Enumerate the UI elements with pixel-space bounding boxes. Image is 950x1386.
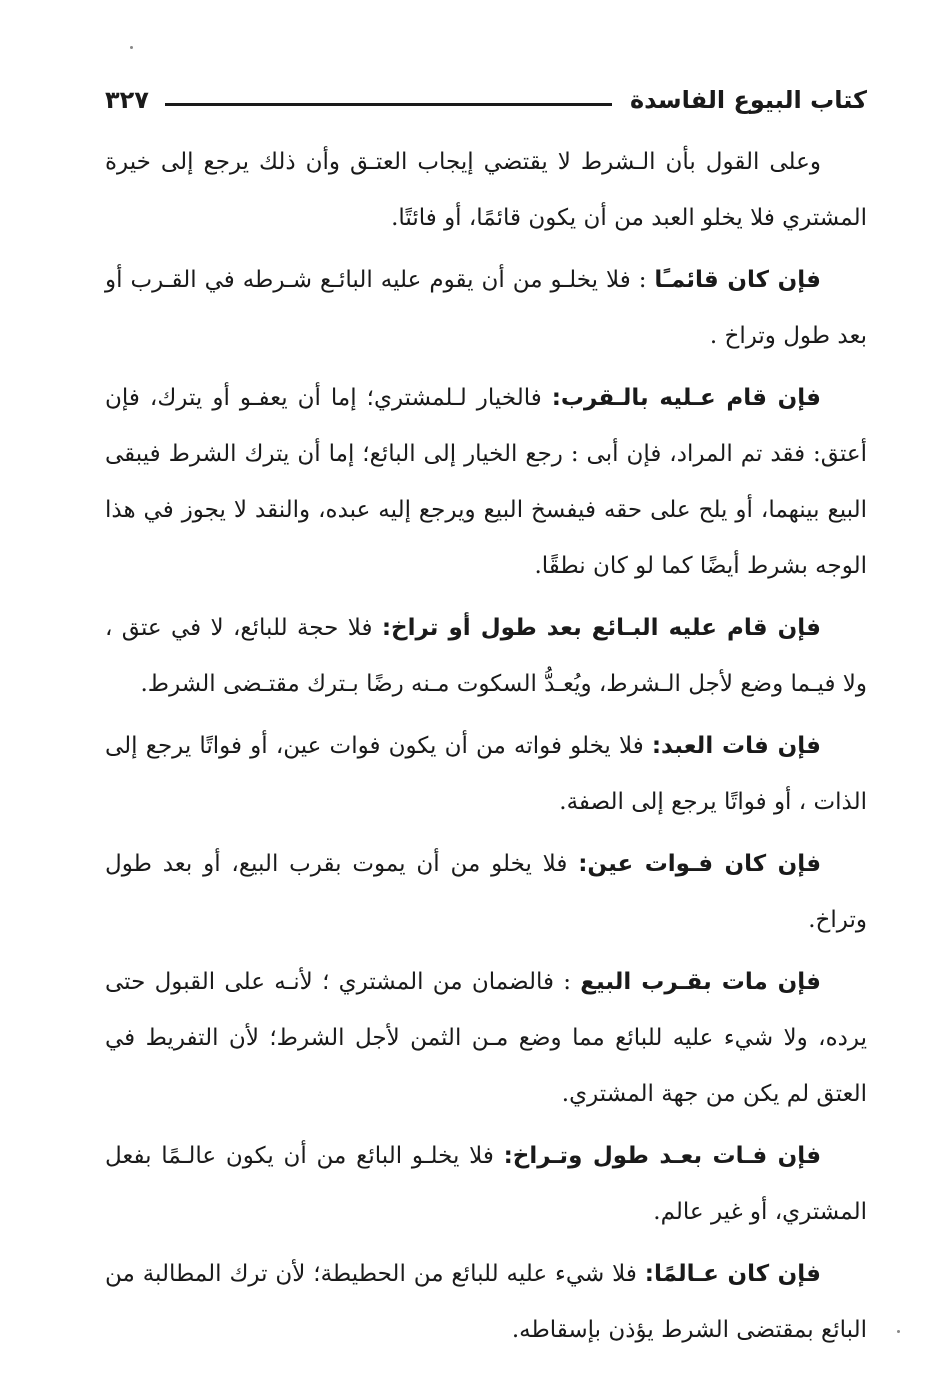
paragraph: [105, 954, 867, 1122]
paragraph-text: فلا يخلو فواته من أن يكون فوات عين، أو فواتًا يرجع إلى الذات ، أو فواتًا يرجع إلى الصفة.: [105, 733, 867, 815]
paragraph: [105, 134, 867, 246]
header-rule: [165, 103, 612, 106]
paragraph: [105, 600, 867, 712]
paragraph-lead: فإن كان عـالمًا:: [644, 1261, 821, 1287]
scan-speck: [130, 46, 133, 49]
paragraph-text: : فالضمان من المشتري ؛ لأنـه على القبول حتى يرده، ولا شيء عليه للبائع مما وضع مـن الثمن لأجل الشرط؛ لأن التفريط في العتق لم يكن من جهة المشتري.: [105, 969, 867, 1107]
paragraph: [105, 252, 867, 364]
text-body: [105, 134, 867, 1358]
paragraph-lead: فإن مات بقـرب البيع: [580, 969, 821, 995]
paragraph-text: فلا يخلـو البائع من أن يكون عالـمًا بفعل المشتري، أو غير عالم.: [105, 1143, 867, 1225]
paragraph: [105, 370, 867, 594]
book-section-title: كتاب البيوع الفاسدة: [629, 86, 867, 114]
paragraph-text: وعلى القول بأن الـشرط لا يقتضي إيجاب العتـق وأن ذلك يرجع إلى خيرة المشتري فلا يخلو العبد من أن يكون قائمًا، أو فائتًا.: [105, 149, 867, 231]
paragraph-lead: فإن قام عـليه بالـقرب:: [551, 385, 821, 411]
paragraph: [105, 1128, 867, 1240]
paragraph: [105, 1246, 867, 1358]
page-body: [105, 78, 867, 1364]
running-header: [105, 78, 867, 122]
paragraph-text: فلا يخلو من أن يموت بقرب البيع، أو بعد طول وتراخ.: [105, 851, 867, 933]
paragraph-lead: فإن قام عليه البـائع بعد طول أو تراخ:: [381, 615, 821, 641]
scan-speck: [897, 1330, 900, 1333]
paragraph: [105, 718, 867, 830]
paragraph-text: فلا حجة للبائع، لا في عتق ، ولا فيـما وضع لأجل الـشرط، ويُعـدُّ السكوت مـنه رضًا بـترك مقتـضى الشرط.: [105, 615, 867, 697]
paragraph-lead: فإن فـات بعـد طول وتـراخ:: [503, 1143, 822, 1169]
paragraph-lead: فإن فات العبد:: [651, 733, 821, 759]
paragraph-text: : فلا يخلـو من أن يقوم عليه البائـع شـرطه في القـرب أو بعد طول وتراخ .: [105, 267, 867, 349]
page-number: ٣٢٧: [105, 86, 149, 114]
paragraph-text: فالخيار لـلمشتري؛ إما أن يعفـو أو يترك، فإن أعتق: فقد تم المراد، فإن أبى : رجع الخيار إلى البائع؛ إما أن يترك الشرط فيبقى البيع بينهما، أو يلح على حقه فيفسخ البيع ويرجع إليه عبده، والنقد لا يجوز في هذا الوجه بشرط أيضًا كما لو كان نطقًا.: [105, 385, 867, 579]
paragraph-lead: فإن كان فـوات عين:: [578, 851, 822, 877]
paragraph-text: فلا شيء عليه للبائع من الحطيطة؛ لأن ترك المطالبة من البائع بمقتضى الشرط يؤذن بإسقاطه.: [105, 1261, 867, 1343]
paragraph-lead: فإن كان قائمـًا: [654, 267, 821, 293]
paragraph: [105, 836, 867, 948]
